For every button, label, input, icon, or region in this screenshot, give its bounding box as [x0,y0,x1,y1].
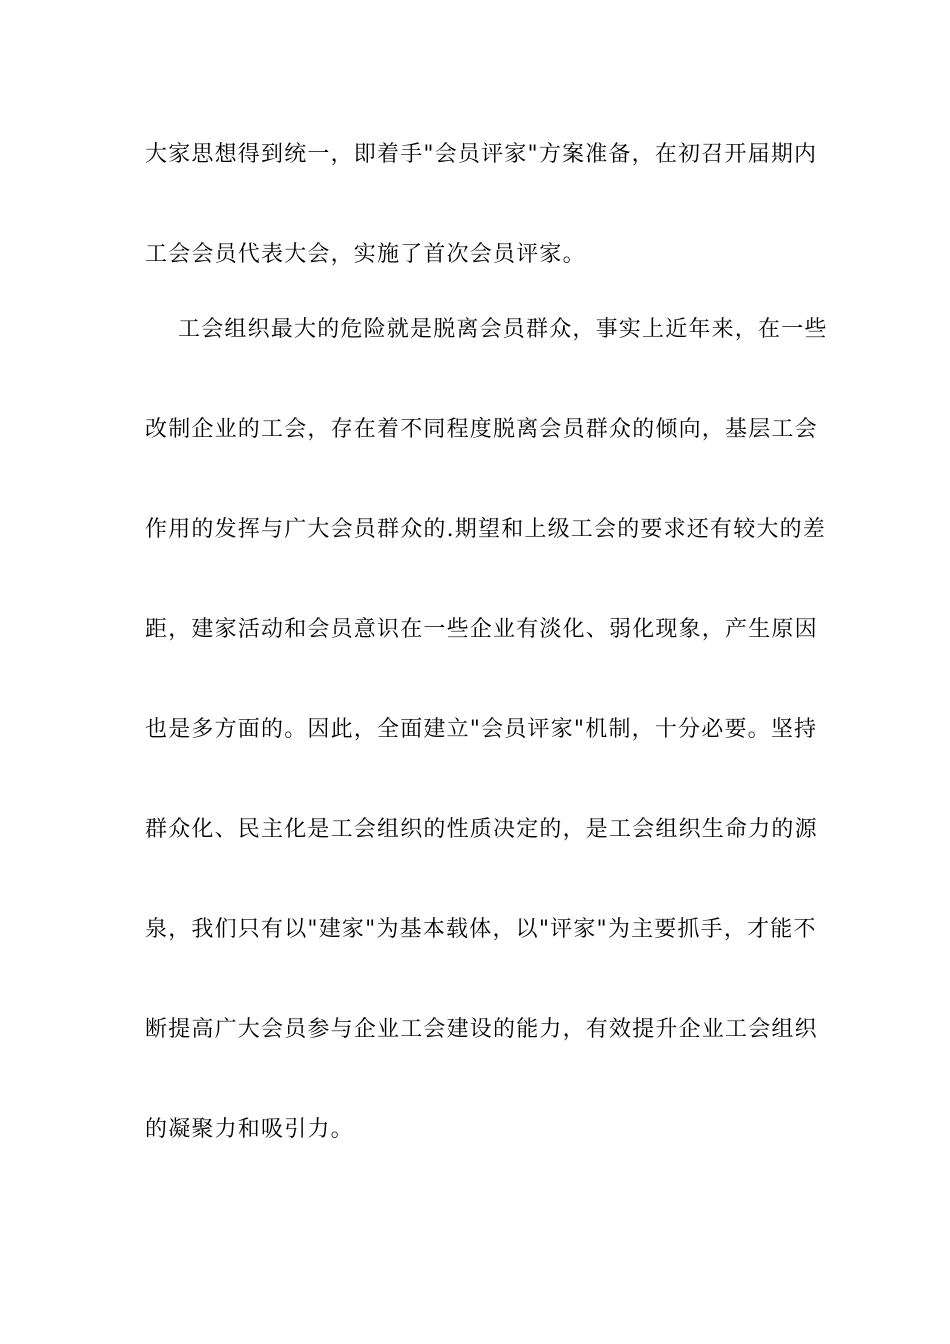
paragraph-line: 群众化、民主化是工会组织的性质决定的，是工会组织生命力的源 [145,817,818,842]
paragraph-line: 泉，我们只有以"建家"为基本载体，以"评家"为主要抓手，才能不 [145,917,817,942]
paragraph-line: 的凝聚力和吸引力。 [145,1117,354,1142]
paragraph-line: 工会会员代表大会，实施了首次会员评家。 [145,242,586,267]
paragraph-line: 也是多方面的。因此，全面建立"会员评家"机制，十分必要。坚持 [145,717,818,742]
paragraph-line: 工会组织最大的危险就是脱离会员群众，事实上近年来，在一些 [178,317,828,342]
paragraph-line: 改制企业的工会，存在着不同程度脱离会员群众的倾向，基层工会 [145,417,818,442]
paragraph-line: 断提高广大会员参与企业工会建设的能力，有效提升企业工会组织 [145,1017,818,1042]
paragraph-line: 作用的发挥与广大会员群众的.期望和上级工会的要求还有较大的差 [145,517,826,542]
paragraph-line: 大家思想得到统一，即着手"会员评家"方案准备，在初召开届期内 [145,142,818,167]
paragraph-line: 距，建家活动和会员意识在一些企业有淡化、弱化现象，产生原因 [145,617,818,642]
